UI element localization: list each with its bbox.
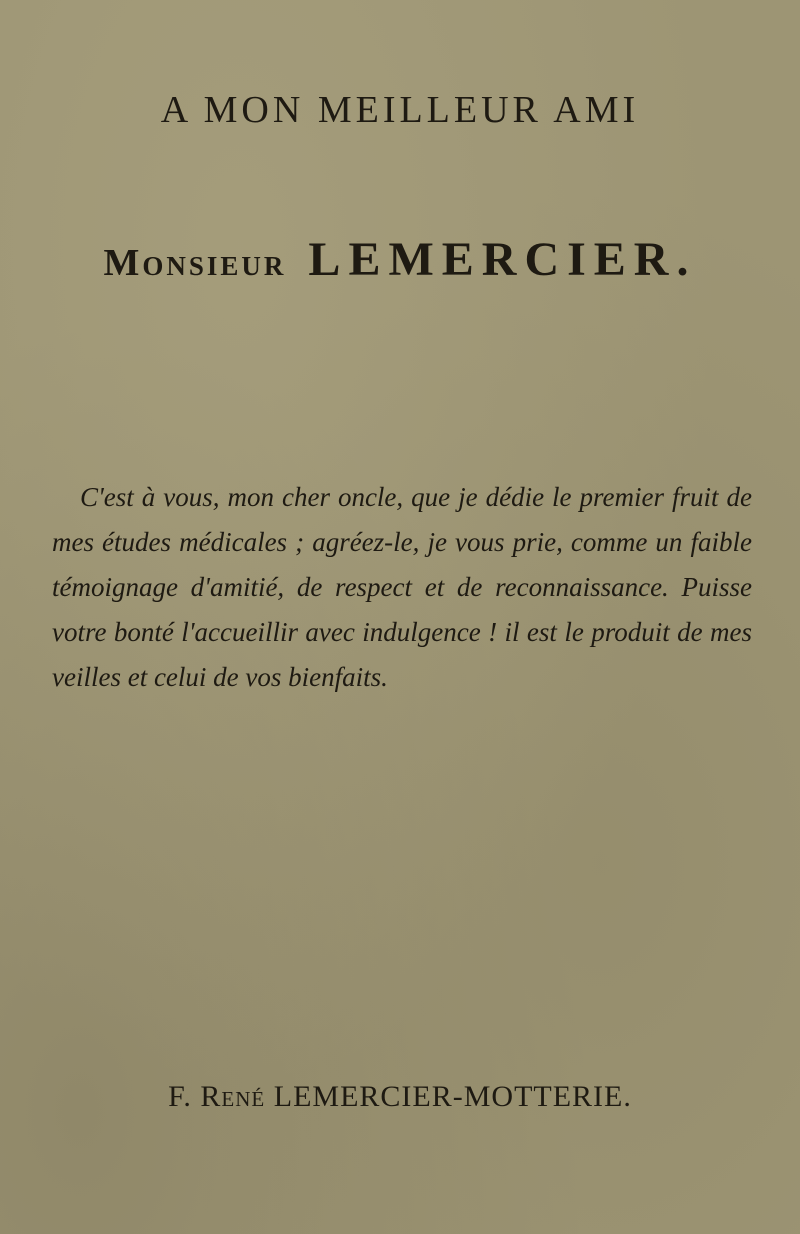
signature-initial: F. <box>168 1080 192 1113</box>
dedication-body: C'est à vous, mon cher oncle, que je dédie le premier fruit de mes études médicales ; agréez-le, je vous prie, comme un faible témoignage d'amitié, de respect et de reconnaissance. Puisse votre bonté l'accueillir avec indulgence ! il est le produit de mes veilles et celui de vos bienfaits. <box>52 482 752 692</box>
recipient-line <box>0 232 800 287</box>
signature <box>0 1080 800 1114</box>
dedication-heading: A MON MEILLEUR AMI <box>160 89 640 131</box>
recipient-title: Monsieur <box>103 242 287 284</box>
recipient-name: LEMERCIER. <box>308 233 697 286</box>
signature-surname: LEMERCIER-MOTTERIE. <box>273 1080 632 1113</box>
signature-given-name: René <box>200 1080 266 1113</box>
